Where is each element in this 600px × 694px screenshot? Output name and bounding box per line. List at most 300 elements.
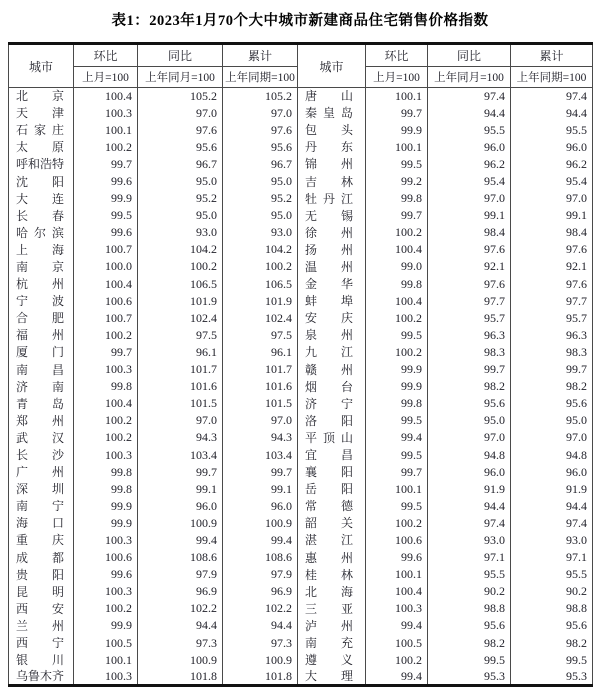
city-name bbox=[9, 429, 74, 446]
cum-value: 101.6 bbox=[223, 378, 298, 395]
yoy-value: 97.0 bbox=[138, 105, 223, 122]
yoy-value: 98.2 bbox=[428, 378, 511, 395]
city-name bbox=[298, 412, 366, 429]
mom-value: 100.2 bbox=[74, 412, 138, 429]
city-name bbox=[298, 549, 366, 566]
yoy-value: 96.0 bbox=[428, 139, 511, 156]
yoy-value: 97.6 bbox=[138, 122, 223, 139]
city-name-text: 吉 林 bbox=[305, 174, 353, 189]
city-name-text: 蚌 埠 bbox=[305, 294, 353, 309]
city-name-text: 北 海 bbox=[305, 584, 353, 599]
yoy-value: 97.0 bbox=[138, 412, 223, 429]
yoy-value: 96.9 bbox=[138, 583, 223, 600]
mom-value: 99.6 bbox=[74, 566, 138, 583]
col-header-mom-right: 环比 bbox=[366, 44, 428, 67]
city-name bbox=[298, 88, 366, 105]
cum-value: 95.2 bbox=[223, 190, 298, 207]
city-name-text: 贵 阳 bbox=[16, 567, 64, 582]
mom-value: 100.3 bbox=[74, 446, 138, 463]
city-name bbox=[9, 378, 74, 395]
city-name bbox=[298, 122, 366, 139]
city-name-text: 济 南 bbox=[16, 379, 64, 394]
city-name-text: 乌 鲁 木 齐 bbox=[16, 669, 65, 684]
city-name bbox=[298, 327, 366, 344]
cum-value: 99.4 bbox=[223, 532, 298, 549]
cum-value: 95.0 bbox=[223, 173, 298, 190]
yoy-value: 96.2 bbox=[428, 156, 511, 173]
mom-value: 99.6 bbox=[74, 173, 138, 190]
cum-value: 103.4 bbox=[223, 446, 298, 463]
yoy-value: 95.5 bbox=[428, 122, 511, 139]
city-name bbox=[9, 310, 74, 327]
yoy-value: 94.3 bbox=[138, 429, 223, 446]
mom-value: 99.9 bbox=[74, 515, 138, 532]
city-name bbox=[298, 446, 366, 463]
subheader-mom-base-left: 上月=100 bbox=[74, 67, 138, 88]
city-name-text: 桂 林 bbox=[305, 567, 353, 582]
yoy-value: 99.5 bbox=[428, 652, 511, 669]
city-name bbox=[298, 276, 366, 293]
yoy-value: 95.2 bbox=[138, 190, 223, 207]
city-name-text: 赣 州 bbox=[305, 362, 353, 377]
cum-value: 97.3 bbox=[223, 635, 298, 652]
yoy-value: 105.2 bbox=[138, 88, 223, 105]
city-name bbox=[298, 532, 366, 549]
cum-value: 100.2 bbox=[223, 258, 298, 275]
city-name-text: 烟 台 bbox=[305, 379, 353, 394]
city-name-text: 广 州 bbox=[16, 465, 64, 480]
city-name-text: 上 海 bbox=[16, 242, 64, 257]
mom-value: 99.8 bbox=[366, 395, 428, 412]
city-name bbox=[298, 344, 366, 361]
mom-value: 100.2 bbox=[366, 310, 428, 327]
city-name-text: 呼 和 浩 特 bbox=[16, 157, 65, 172]
city-name bbox=[298, 566, 366, 583]
cum-value: 102.2 bbox=[223, 600, 298, 617]
cum-value: 106.5 bbox=[223, 276, 298, 293]
mom-value: 100.7 bbox=[74, 310, 138, 327]
city-name-text: 杭 州 bbox=[16, 277, 64, 292]
city-name bbox=[9, 412, 74, 429]
yoy-value: 96.3 bbox=[428, 327, 511, 344]
cum-value: 99.1 bbox=[223, 481, 298, 498]
yoy-value: 92.1 bbox=[428, 258, 511, 275]
yoy-value: 99.7 bbox=[428, 361, 511, 378]
mom-value: 100.2 bbox=[74, 429, 138, 446]
mom-value: 99.9 bbox=[74, 617, 138, 634]
yoy-value: 101.6 bbox=[138, 378, 223, 395]
mom-value: 99.5 bbox=[366, 327, 428, 344]
city-name-text: 南 京 bbox=[16, 259, 64, 274]
cum-value: 95.6 bbox=[223, 139, 298, 156]
cum-value: 97.7 bbox=[511, 293, 593, 310]
city-name-text: 大 连 bbox=[16, 191, 64, 206]
yoy-value: 99.1 bbox=[138, 481, 223, 498]
city-name bbox=[9, 241, 74, 258]
yoy-value: 99.7 bbox=[138, 464, 223, 481]
yoy-value: 95.6 bbox=[428, 395, 511, 412]
mom-value: 99.9 bbox=[366, 122, 428, 139]
city-name-text: 包 头 bbox=[305, 123, 353, 138]
city-name bbox=[9, 395, 74, 412]
city-name-text: 南 充 bbox=[305, 636, 353, 651]
col-header-city-left: 城市 bbox=[9, 44, 74, 88]
cum-value: 96.1 bbox=[223, 344, 298, 361]
city-name bbox=[298, 429, 366, 446]
table-row bbox=[9, 105, 593, 122]
mom-value: 100.2 bbox=[366, 515, 428, 532]
city-name bbox=[298, 310, 366, 327]
cum-value: 97.4 bbox=[511, 88, 593, 105]
mom-value: 99.0 bbox=[366, 258, 428, 275]
mom-value: 100.5 bbox=[366, 635, 428, 652]
yoy-value: 94.4 bbox=[428, 498, 511, 515]
col-header-mom-left: 环比 bbox=[74, 44, 138, 67]
city-name-text: 哈 尔 滨 bbox=[16, 225, 64, 240]
yoy-value: 91.9 bbox=[428, 481, 511, 498]
mom-value: 100.4 bbox=[74, 276, 138, 293]
city-name bbox=[9, 498, 74, 515]
city-name-text: 青 岛 bbox=[16, 396, 64, 411]
city-name bbox=[298, 395, 366, 412]
cum-value: 99.7 bbox=[223, 464, 298, 481]
city-name-text: 南 宁 bbox=[16, 499, 64, 514]
city-name-text: 银 川 bbox=[16, 653, 64, 668]
cum-value: 93.0 bbox=[511, 532, 593, 549]
city-name bbox=[9, 293, 74, 310]
city-name-text: 平 顶 山 bbox=[305, 430, 353, 445]
cum-value: 94.8 bbox=[511, 446, 593, 463]
mom-value: 100.1 bbox=[366, 88, 428, 105]
yoy-value: 94.4 bbox=[428, 105, 511, 122]
mom-value: 100.7 bbox=[74, 241, 138, 258]
city-name bbox=[298, 635, 366, 652]
table-row bbox=[9, 429, 593, 446]
table-row bbox=[9, 566, 593, 583]
table-row bbox=[9, 669, 593, 686]
mom-value: 100.6 bbox=[366, 532, 428, 549]
cum-value: 98.2 bbox=[511, 635, 593, 652]
cum-value: 101.9 bbox=[223, 293, 298, 310]
mom-value: 99.5 bbox=[74, 207, 138, 224]
cum-value: 94.4 bbox=[223, 617, 298, 634]
city-name bbox=[9, 327, 74, 344]
city-name-text: 金 华 bbox=[305, 277, 353, 292]
table-row bbox=[9, 190, 593, 207]
cum-value: 97.1 bbox=[511, 549, 593, 566]
mom-value: 100.6 bbox=[74, 549, 138, 566]
mom-value: 100.3 bbox=[74, 105, 138, 122]
table-row bbox=[9, 532, 593, 549]
city-name-text: 安 庆 bbox=[305, 311, 353, 326]
city-name bbox=[298, 156, 366, 173]
mom-value: 100.4 bbox=[366, 241, 428, 258]
cum-value: 94.4 bbox=[511, 498, 593, 515]
subheader-cum-base-left: 上年同期=100 bbox=[223, 67, 298, 88]
subheader-cum-base-right: 上年同期=100 bbox=[511, 67, 593, 88]
cum-value: 97.6 bbox=[511, 276, 593, 293]
mom-value: 99.9 bbox=[74, 190, 138, 207]
yoy-value: 97.5 bbox=[138, 327, 223, 344]
table-row bbox=[9, 395, 593, 412]
city-name-text: 湛 江 bbox=[305, 533, 353, 548]
city-name-text: 惠 州 bbox=[305, 550, 353, 565]
data-table bbox=[8, 42, 593, 687]
mom-value: 99.2 bbox=[366, 173, 428, 190]
yoy-value: 95.7 bbox=[428, 310, 511, 327]
city-name bbox=[9, 122, 74, 139]
mom-value: 99.7 bbox=[74, 156, 138, 173]
cum-value: 97.0 bbox=[223, 412, 298, 429]
city-name bbox=[298, 515, 366, 532]
city-name bbox=[9, 481, 74, 498]
table-row bbox=[9, 156, 593, 173]
cum-value: 95.5 bbox=[511, 566, 593, 583]
city-name-text: 泸 州 bbox=[305, 618, 353, 633]
yoy-value: 98.4 bbox=[428, 224, 511, 241]
city-name bbox=[9, 583, 74, 600]
table-row bbox=[9, 207, 593, 224]
cum-value: 97.0 bbox=[223, 105, 298, 122]
city-name bbox=[9, 549, 74, 566]
mom-value: 99.8 bbox=[74, 481, 138, 498]
city-name-text: 岳 阳 bbox=[305, 482, 353, 497]
yoy-value: 93.0 bbox=[138, 224, 223, 241]
table-row bbox=[9, 446, 593, 463]
mom-value: 100.3 bbox=[74, 669, 138, 686]
mom-value: 100.1 bbox=[74, 652, 138, 669]
yoy-value: 98.8 bbox=[428, 600, 511, 617]
col-header-cum-right: 累计 bbox=[511, 44, 593, 67]
city-name-text: 宁 波 bbox=[16, 294, 64, 309]
cum-value: 93.0 bbox=[223, 224, 298, 241]
cum-value: 97.5 bbox=[223, 327, 298, 344]
city-name-text: 西 安 bbox=[16, 601, 64, 616]
city-name bbox=[298, 378, 366, 395]
city-name bbox=[9, 258, 74, 275]
mom-value: 99.8 bbox=[366, 276, 428, 293]
cum-value: 98.2 bbox=[511, 378, 593, 395]
city-name-text: 宜 昌 bbox=[305, 448, 353, 463]
table-row bbox=[9, 617, 593, 634]
city-name bbox=[9, 464, 74, 481]
city-name bbox=[9, 190, 74, 207]
yoy-value: 97.6 bbox=[428, 241, 511, 258]
cum-value: 96.9 bbox=[223, 583, 298, 600]
city-name bbox=[9, 105, 74, 122]
mom-value: 99.5 bbox=[366, 446, 428, 463]
mom-value: 99.6 bbox=[366, 549, 428, 566]
mom-value: 100.2 bbox=[74, 327, 138, 344]
yoy-value: 108.6 bbox=[138, 549, 223, 566]
mom-value: 100.4 bbox=[74, 395, 138, 412]
mom-value: 100.2 bbox=[366, 652, 428, 669]
yoy-value: 103.4 bbox=[138, 446, 223, 463]
cum-value: 90.2 bbox=[511, 583, 593, 600]
table-row bbox=[9, 635, 593, 652]
yoy-value: 97.1 bbox=[428, 549, 511, 566]
table-row bbox=[9, 378, 593, 395]
mom-value: 99.8 bbox=[74, 378, 138, 395]
yoy-value: 96.7 bbox=[138, 156, 223, 173]
yoy-value: 95.0 bbox=[428, 412, 511, 429]
city-name-text: 丹 东 bbox=[305, 140, 353, 155]
yoy-value: 97.4 bbox=[428, 88, 511, 105]
mom-value: 99.7 bbox=[366, 105, 428, 122]
yoy-value: 98.3 bbox=[428, 344, 511, 361]
yoy-value: 95.3 bbox=[428, 669, 511, 686]
col-header-city-right: 城市 bbox=[298, 44, 366, 88]
cum-value: 96.3 bbox=[511, 327, 593, 344]
mom-value: 99.4 bbox=[366, 669, 428, 686]
city-name bbox=[298, 293, 366, 310]
col-header-cum-left: 累计 bbox=[223, 44, 298, 67]
yoy-value: 96.0 bbox=[138, 498, 223, 515]
price-index-table bbox=[8, 42, 592, 685]
city-name bbox=[298, 207, 366, 224]
city-name-text: 成 都 bbox=[16, 550, 64, 565]
mom-value: 100.2 bbox=[74, 139, 138, 156]
cum-value: 100.9 bbox=[223, 515, 298, 532]
city-name bbox=[9, 617, 74, 634]
cum-value: 104.2 bbox=[223, 241, 298, 258]
cum-value: 96.0 bbox=[511, 464, 593, 481]
city-name bbox=[298, 139, 366, 156]
mom-value: 99.5 bbox=[366, 412, 428, 429]
cum-value: 102.4 bbox=[223, 310, 298, 327]
table-row bbox=[9, 139, 593, 156]
cum-value: 98.4 bbox=[511, 224, 593, 241]
city-name bbox=[298, 173, 366, 190]
subheader-mom-base-right: 上月=100 bbox=[366, 67, 428, 88]
cum-value: 97.4 bbox=[511, 515, 593, 532]
city-name-text: 三 亚 bbox=[305, 601, 353, 616]
mom-value: 100.4 bbox=[366, 583, 428, 600]
cum-value: 95.4 bbox=[511, 173, 593, 190]
city-name-text: 重 庆 bbox=[16, 533, 64, 548]
city-name bbox=[298, 464, 366, 481]
yoy-value: 99.4 bbox=[138, 532, 223, 549]
city-name-text: 郑 州 bbox=[16, 413, 64, 428]
table-row bbox=[9, 241, 593, 258]
yoy-value: 100.9 bbox=[138, 515, 223, 532]
city-name bbox=[298, 669, 366, 686]
cum-value: 95.6 bbox=[511, 395, 593, 412]
mom-value: 99.8 bbox=[366, 190, 428, 207]
cum-value: 97.6 bbox=[511, 241, 593, 258]
cum-value: 99.7 bbox=[511, 361, 593, 378]
city-name-text: 南 昌 bbox=[16, 362, 64, 377]
city-name-text: 沈 阳 bbox=[16, 174, 64, 189]
mom-value: 100.3 bbox=[366, 600, 428, 617]
cum-value: 105.2 bbox=[223, 88, 298, 105]
city-name bbox=[298, 258, 366, 275]
city-name bbox=[9, 361, 74, 378]
table-row bbox=[9, 361, 593, 378]
yoy-value: 99.1 bbox=[428, 207, 511, 224]
mom-value: 99.5 bbox=[366, 156, 428, 173]
cum-value: 97.9 bbox=[223, 566, 298, 583]
table-row bbox=[9, 498, 593, 515]
city-name bbox=[9, 88, 74, 105]
table-row bbox=[9, 327, 593, 344]
mom-value: 100.1 bbox=[366, 481, 428, 498]
col-header-yoy-right: 同比 bbox=[428, 44, 511, 67]
mom-value: 99.8 bbox=[74, 464, 138, 481]
yoy-value: 101.8 bbox=[138, 669, 223, 686]
city-name bbox=[298, 498, 366, 515]
city-name bbox=[298, 600, 366, 617]
cum-value: 95.0 bbox=[511, 412, 593, 429]
yoy-value: 97.9 bbox=[138, 566, 223, 583]
cum-value: 101.7 bbox=[223, 361, 298, 378]
cum-value: 96.0 bbox=[223, 498, 298, 515]
yoy-value: 101.7 bbox=[138, 361, 223, 378]
mom-value: 99.9 bbox=[366, 361, 428, 378]
table-row bbox=[9, 173, 593, 190]
mom-value: 100.4 bbox=[366, 293, 428, 310]
city-name-text: 太 原 bbox=[16, 140, 64, 155]
city-name-text: 徐 州 bbox=[305, 225, 353, 240]
mom-value: 100.2 bbox=[366, 224, 428, 241]
cum-value: 96.2 bbox=[511, 156, 593, 173]
cum-value: 96.7 bbox=[223, 156, 298, 173]
mom-value: 99.7 bbox=[74, 344, 138, 361]
city-name-text: 昆 明 bbox=[16, 584, 64, 599]
cum-value: 108.6 bbox=[223, 549, 298, 566]
yoy-value: 97.0 bbox=[428, 190, 511, 207]
city-name-text: 石 家 庄 bbox=[16, 123, 64, 138]
city-name bbox=[9, 276, 74, 293]
mom-value: 100.5 bbox=[74, 635, 138, 652]
mom-value: 99.7 bbox=[366, 207, 428, 224]
city-name-text: 洛 阳 bbox=[305, 413, 353, 428]
city-name bbox=[9, 669, 74, 686]
city-name-text: 锦 州 bbox=[305, 157, 353, 172]
city-name-text: 扬 州 bbox=[305, 242, 353, 257]
city-name-text: 大 理 bbox=[305, 669, 353, 684]
table-row bbox=[9, 88, 593, 105]
yoy-value: 101.9 bbox=[138, 293, 223, 310]
yoy-value: 95.4 bbox=[428, 173, 511, 190]
cum-value: 96.0 bbox=[511, 139, 593, 156]
city-name-text: 温 州 bbox=[305, 259, 353, 274]
mom-value: 100.2 bbox=[74, 600, 138, 617]
yoy-value: 93.0 bbox=[428, 532, 511, 549]
mom-value: 100.1 bbox=[366, 566, 428, 583]
city-name bbox=[298, 652, 366, 669]
mom-value: 100.3 bbox=[74, 361, 138, 378]
subheader-yoy-base-right: 上年同月=100 bbox=[428, 67, 511, 88]
yoy-value: 95.6 bbox=[138, 139, 223, 156]
city-name bbox=[298, 224, 366, 241]
table-row bbox=[9, 224, 593, 241]
cum-value: 100.9 bbox=[223, 652, 298, 669]
city-name bbox=[298, 617, 366, 634]
table-row bbox=[9, 276, 593, 293]
cum-value: 94.4 bbox=[511, 105, 593, 122]
city-name-text: 长 春 bbox=[16, 208, 64, 223]
city-name bbox=[9, 635, 74, 652]
cum-value: 92.1 bbox=[511, 258, 593, 275]
city-name bbox=[9, 532, 74, 549]
city-name bbox=[9, 515, 74, 532]
table-row bbox=[9, 344, 593, 361]
yoy-value: 90.2 bbox=[428, 583, 511, 600]
cum-value: 98.8 bbox=[511, 600, 593, 617]
city-name-text: 九 江 bbox=[305, 345, 353, 360]
city-name bbox=[298, 361, 366, 378]
